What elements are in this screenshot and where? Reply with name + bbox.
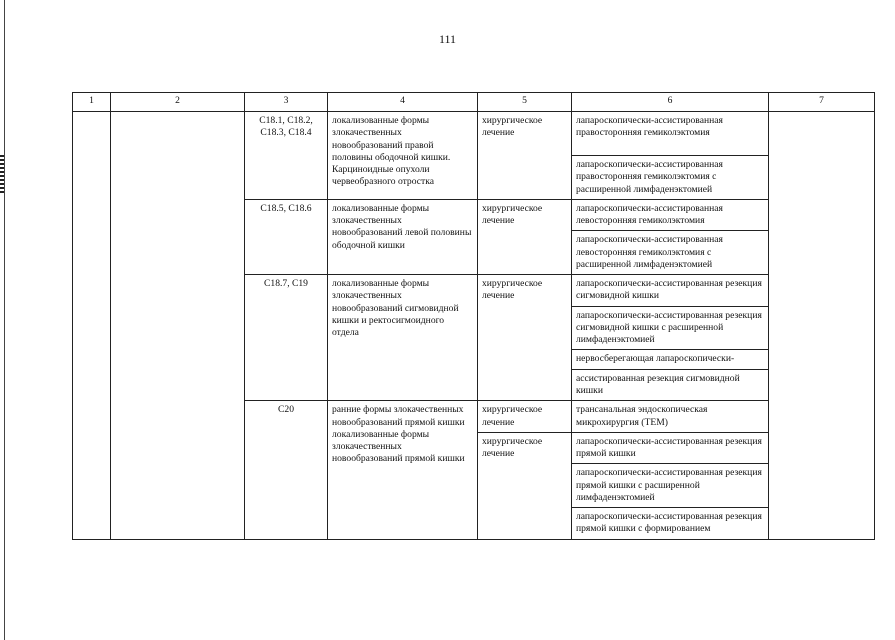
table-row [73,112,875,156]
method-cell: лапароскопически-ассистированная резекция сигмовидной кишки [572,275,769,307]
column-header-1: 1 [73,93,111,112]
method-cell: лапароскопически-ассистированная резекция сигмовидной кишки с расширенной лимфаденэктомией [572,306,769,350]
column-header-6: 6 [572,93,769,112]
method-cell: лапароскопически-ассистированная левосторонняя гемиколэктомия с расширенной лимфаденэктомией [572,231,769,275]
icd-codes-cell: C18.1, C18.2, C18.3, C18.4 [245,112,328,200]
treatment-type-cell: хирургическое лечение [478,199,572,274]
method-cell: лапароскопически-ассистированная правосторонняя гемиколэктомия [572,112,769,156]
diagnosis-cell: ранние формы злокачественных новообразований прямой кишки локализованные формы злокачественных новообразований прямой кишки [328,401,478,539]
method-cell: лапароскопически-ассистированная резекция прямой кишки с расширенной лимфаденэктомией [572,464,769,508]
page-number: 111 [438,32,457,46]
method-cell: лапароскопически-ассистированная резекция прямой кишки [572,432,769,464]
icd-codes-cell: C18.7, C19 [245,275,328,401]
diagnosis-cell: локализованные формы злокачественных новообразований правой половины ободочной кишки. Карциноидные опухоли червеобразного отростка [328,112,478,200]
icd-codes-cell: C20 [245,401,328,539]
column-header-7: 7 [769,93,875,112]
method-cell: нервосберегающая лапароскопически- [572,350,769,369]
method-cell: лапароскопически-ассистированная правосторонняя гемиколэктомия с расширенной лимфаденэктомией [572,156,769,200]
diagnosis-cell: локализованные формы злокачественных новообразований сигмовидной кишки и ректосигмоидного отдела [328,275,478,401]
treatment-type-cell: хирургическое лечение [478,112,572,200]
treatment-table [72,92,875,540]
column-header-3: 3 [245,93,328,112]
col2-cell [111,112,245,540]
treatment-type-cell: хирургическое лечение [478,432,572,539]
method-cell: лапароскопически-ассистированная левосторонняя гемиколэктомия [572,199,769,231]
method-cell: ассистированная резекция сигмовидной кишки [572,369,769,401]
column-header-2: 2 [111,93,245,112]
method-cell: трансанальная эндоскопическая микрохирургия (ТЕМ) [572,401,769,433]
column-header-5: 5 [478,93,572,112]
scan-left-margin-line [4,0,5,640]
column-header-4: 4 [328,93,478,112]
diagnosis-cell: локализованные формы злокачественных новообразований левой половины ободочной кишки [328,199,478,274]
icd-codes-cell: C18.5, C18.6 [245,199,328,274]
treatment-type-cell: хирургическое лечение [478,401,572,433]
col7-cell [769,112,875,540]
scan-artifact-mark [0,155,4,195]
treatment-type-cell: хирургическое лечение [478,275,572,401]
method-cell: лапароскопически-ассистированная резекция прямой кишки с формированием [572,508,769,540]
header-row [73,93,875,112]
col1-cell [73,112,111,540]
